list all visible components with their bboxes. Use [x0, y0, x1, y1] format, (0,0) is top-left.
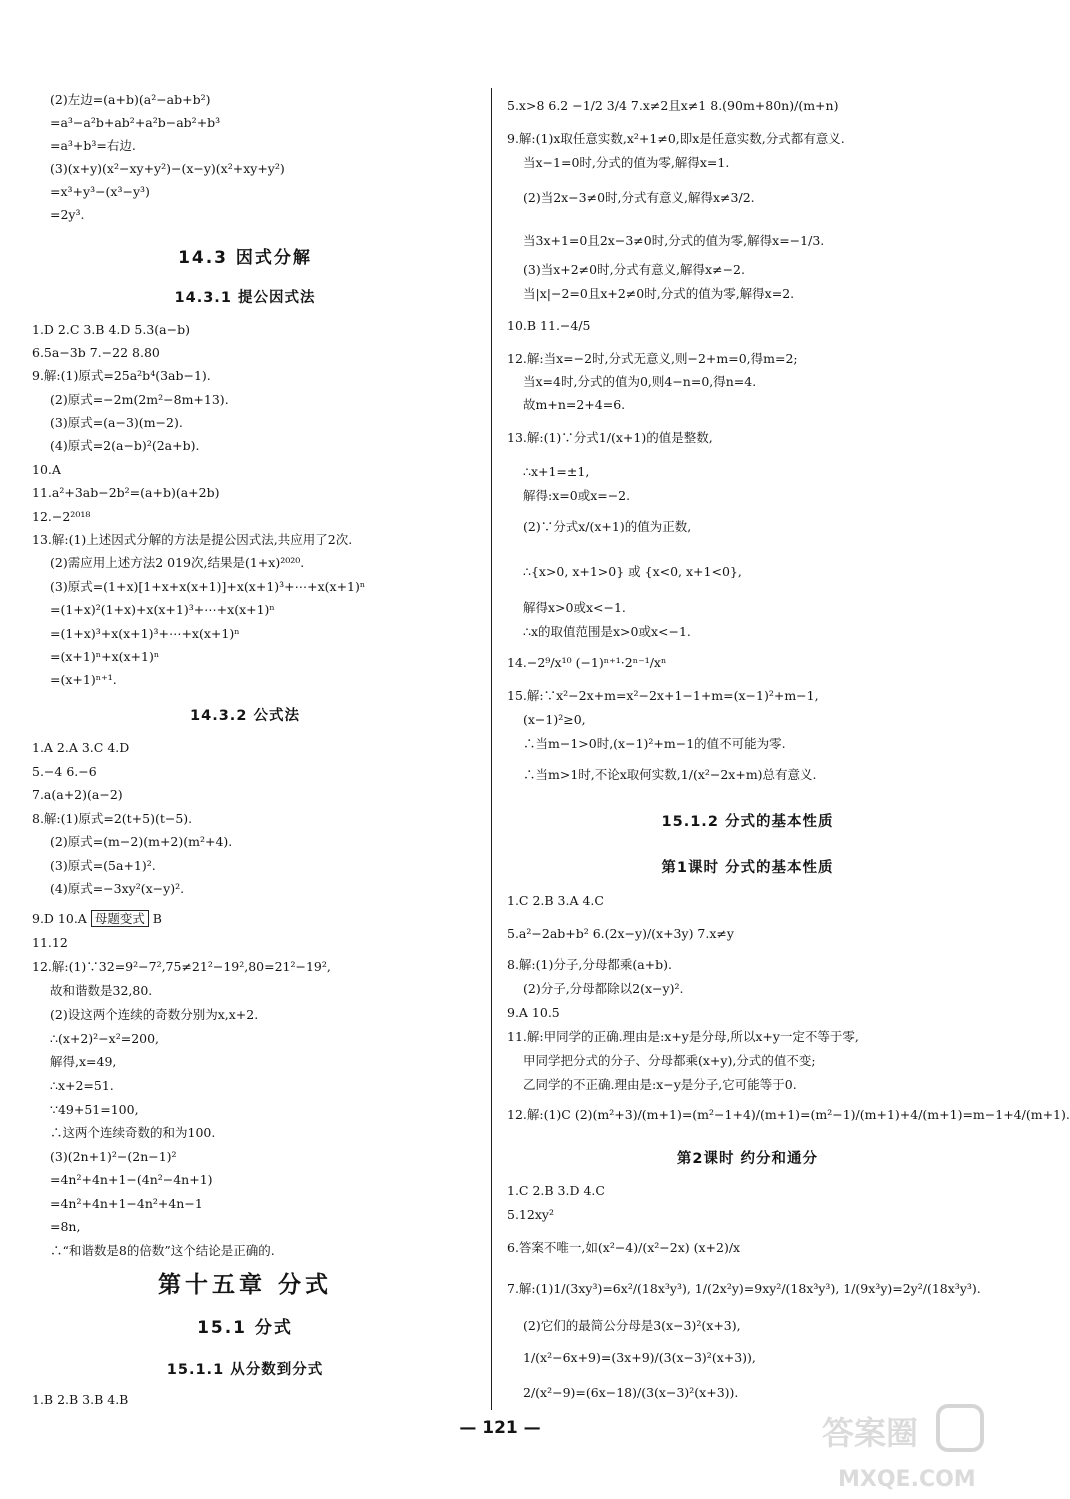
answer-line: 1.B 2.B 3.B 4.B: [32, 1392, 129, 1407]
answer-line: 10.A: [32, 462, 61, 477]
answer-line: 10.B 11.−4/5: [507, 318, 591, 333]
answer-line: 13.解:(1)∵分式1/(x+1)的值是整数,: [507, 430, 713, 445]
answer-line: 8.解:(1)分子,分母都乘(a+b).: [507, 957, 672, 972]
answer-line: 解得x>0或x<−1.: [523, 600, 626, 615]
answer-line: ∴这两个连续奇数的和为100.: [50, 1125, 216, 1140]
answer-line: 8.解:(1)原式=2(t+5)(t−5).: [32, 811, 193, 826]
answer-line: =8n,: [50, 1219, 81, 1234]
variant-tag-box: 母题变式: [91, 910, 149, 927]
section-heading: 15.1.1 从分数到分式: [166, 1362, 324, 1378]
answer-line: =x³+y³−(x³−y³): [50, 184, 150, 199]
answer-line: 甲同学把分式的分子、分母都乘(x+y),分式的值不变;: [523, 1053, 816, 1068]
answer-line: 9.A 10.5: [507, 1005, 560, 1020]
section-heading: 14.3.2 公式法: [190, 708, 300, 724]
answer-text: 9.D 10.A: [32, 911, 91, 926]
answer-line: 6.5a−3b 7.−22 8.80: [32, 345, 160, 360]
answer-line: 12.解:(1)∵32=9²−7²,75≠21²−19²,80=21²−19²,: [32, 959, 331, 974]
answer-line: 11.a²+3ab−2b²=(a+b)(a+2b): [32, 485, 220, 500]
answer-line: =(x+1)ⁿ⁺¹.: [50, 672, 117, 687]
answer-line: 13.解:(1)上述因式分解的方法是提公因式法,共应用了2次.: [32, 532, 353, 547]
answer-line: ∴“和谐数是8的倍数”这个结论是正确的.: [50, 1243, 275, 1258]
answer-line: (2)设这两个连续的奇数分别为x,x+2.: [50, 1007, 259, 1022]
answer-line: 11.解:甲同学的正确.理由是:x+y是分母,所以x+y一定不等于零,: [507, 1029, 859, 1044]
section-heading: 14.3.1 提公因式法: [174, 290, 316, 306]
answer-line: 7.解:(1)1/(3xy³)=6x²/(18x³y³), 1/(2x²y)=9xy²/(18x³y³), 1/(9x³y)=2y²/(18x³y³).: [507, 1281, 981, 1296]
section-heading: 15.1 分式: [197, 1318, 293, 1338]
answer-line: 14.−2⁹/x¹⁰ (−1)ⁿ⁺¹·2ⁿ⁻¹/xⁿ: [507, 655, 667, 670]
answer-text: B: [148, 911, 162, 926]
answer-line: 5.a²−2ab+b² 6.(2x−y)/(x+3y) 7.x≠y: [507, 926, 734, 941]
answer-line: (2)需应用上述方法2 019次,结果是(1+x)²⁰²⁰.: [50, 555, 305, 570]
answer-line: (2)原式=(m−2)(m+2)(m²+4).: [50, 834, 233, 849]
answer-line: 12.−2²⁰¹⁸: [32, 509, 91, 524]
answer-line: 1.A 2.A 3.C 4.D: [32, 740, 130, 755]
answer-line: 当x−1=0时,分式的值为零,解得x=1.: [523, 155, 730, 170]
answer-line: 2/(x²−9)=(6x−18)/(3(x−3)²(x+3)).: [523, 1385, 739, 1400]
answer-line: (3)当x+2≠0时,分式有意义,解得x≠−2.: [523, 262, 745, 277]
answer-line: (2)原式=−2m(2m²−8m+13).: [50, 392, 229, 407]
answer-line: ∴{x>0, x+1>0} 或 {x<0, x+1<0},: [523, 564, 742, 579]
watermark-text-1: 答案圈: [822, 1414, 919, 1452]
answer-line: 9.解:(1)原式=25a²b⁴(3ab−1).: [32, 368, 211, 383]
answer-line: ∴当m>1时,不论x取何实数,1/(x²−2x+m)总有意义.: [523, 767, 817, 782]
section-heading: 第十五章 分式: [157, 1272, 332, 1298]
watermark-logo: [818, 1404, 986, 1494]
answer-line: 5.−4 6.−6: [32, 764, 97, 779]
answer-line: ∴x+2=51.: [50, 1078, 114, 1093]
answer-line: (2)分子,分母都除以2(x−y)².: [523, 981, 684, 996]
answer-line: (3)原式=(1+x)[1+x+x(x+1)]+x(x+1)³+⋯+x(x+1)ⁿ: [50, 579, 366, 594]
section-heading: 第1课时 分式的基本性质: [661, 860, 834, 876]
answer-line: =a³+b³=右边.: [50, 138, 136, 153]
answer-line: 乙同学的不正确.理由是:x−y是分子,它可能等于0.: [523, 1077, 797, 1092]
answer-line: 当3x+1=0且2x−3≠0时,分式的值为零,解得x=−1/3.: [523, 233, 825, 248]
column-divider: [491, 88, 492, 1410]
answer-line: ∴x+1=±1,: [523, 464, 590, 479]
answer-line: =a³−a²b+ab²+a²b−ab²+b³: [50, 115, 221, 130]
answer-line: (3)(x+y)(x²−xy+y²)−(x−y)(x²+xy+y²): [50, 161, 285, 176]
answer-line: (3)原式=(a−3)(m−2).: [50, 415, 183, 430]
watermark-text-2: MXQE.COM: [838, 1467, 976, 1492]
answer-line: =4n²+4n+1−(4n²−4n+1): [50, 1172, 213, 1187]
answer-line: 故和谐数是32,80.: [50, 983, 153, 998]
answer-line: (4)原式=2(a−b)²(2a+b).: [50, 438, 200, 453]
answer-line: (3)(2n+1)²−(2n−1)²: [50, 1149, 177, 1164]
answer-line: ∴当m−1>0时,(x−1)²+m−1的值不可能为零.: [523, 736, 786, 751]
answer-line: 9.解:(1)x取任意实数,x²+1≠0,即x是任意实数,分式都有意义.: [507, 131, 845, 146]
answer-line: 1.D 2.C 3.B 4.D 5.3(a−b): [32, 322, 190, 337]
answer-line: =(1+x)²(1+x)+x(x+1)³+⋯+x(x+1)ⁿ: [50, 602, 275, 617]
answer-line: 解得:x=0或x=−2.: [523, 488, 631, 503]
answer-line: (x−1)²≥0,: [523, 712, 586, 727]
answer-line: 1.C 2.B 3.A 4.C: [507, 893, 604, 908]
answer-line: (2)∵分式x/(x+1)的值为正数,: [523, 519, 692, 534]
answer-line: =(1+x)³+x(x+1)³+⋯+x(x+1)ⁿ: [50, 626, 240, 641]
answer-line: 5.x>8 6.2 −1/2 3/4 7.x≠2且x≠1 8.(90m+80n)/(m+n): [507, 98, 839, 113]
answer-line: =4n²+4n+1−4n²+4n−1: [50, 1196, 203, 1211]
answer-line: ∴(x+2)²−x²=200,: [50, 1031, 160, 1046]
answer-line: 解得,x=49,: [50, 1054, 117, 1069]
section-heading: 14.3 因式分解: [178, 248, 312, 268]
answer-line: (3)原式=(5a+1)².: [50, 858, 156, 873]
answer-line: 当x=4时,分式的值为0,则4−n=0,得n=4.: [523, 374, 757, 389]
answer-line: 故m+n=2+4=6.: [523, 397, 626, 412]
answer-line: 12.解:当x=−2时,分式无意义,则−2+m=0,得m=2;: [507, 351, 798, 366]
answer-line: 当|x|−2=0且x+2≠0时,分式的值为零,解得x=2.: [523, 286, 795, 301]
answer-line: (2)它们的最简公分母是3(x−3)²(x+3),: [523, 1318, 741, 1333]
answer-line: 11.12: [32, 935, 68, 950]
answer-line: 1.C 2.B 3.D 4.C: [507, 1183, 605, 1198]
answer-line: ∴x的取值范围是x>0或x<−1.: [523, 624, 691, 639]
answer-line: =2y³.: [50, 207, 85, 222]
answer-line: 15.解:∵x²−2x+m=x²−2x+1−1+m=(x−1)²+m−1,: [507, 688, 819, 703]
answer-line: 5.12xy²: [507, 1207, 554, 1222]
answer-line: (2)当2x−3≠0时,分式有意义,解得x≠3/2.: [523, 190, 755, 205]
page-number: — 121 —: [459, 1418, 541, 1438]
answer-line: 7.a(a+2)(a−2): [32, 787, 123, 802]
answer-line: =(x+1)ⁿ+x(x+1)ⁿ: [50, 649, 160, 664]
section-heading: 15.1.2 分式的基本性质: [661, 814, 834, 830]
answer-line: (4)原式=−3xy²(x−y)².: [50, 881, 185, 896]
answer-line: 6.答案不唯一,如(x²−4)/(x²−2x) (x+2)/x: [507, 1240, 741, 1255]
answer-line: (2)左边=(a+b)(a²−ab+b²): [50, 92, 211, 107]
answer-line-with-tag: [32, 911, 162, 927]
answer-line: ∵49+51=100,: [50, 1102, 139, 1117]
answer-line: 1/(x²−6x+9)=(3x+9)/(3(x−3)²(x+3)),: [523, 1350, 756, 1365]
section-heading: 第2课时 约分和通分: [676, 1151, 819, 1167]
answer-line: 12.解:(1)C (2)(m²+3)/(m+1)=(m²−1+4)/(m+1)=(m²−1)/(m+1)+4/(m+1)=m−1+4/(m+1).: [507, 1107, 1070, 1122]
